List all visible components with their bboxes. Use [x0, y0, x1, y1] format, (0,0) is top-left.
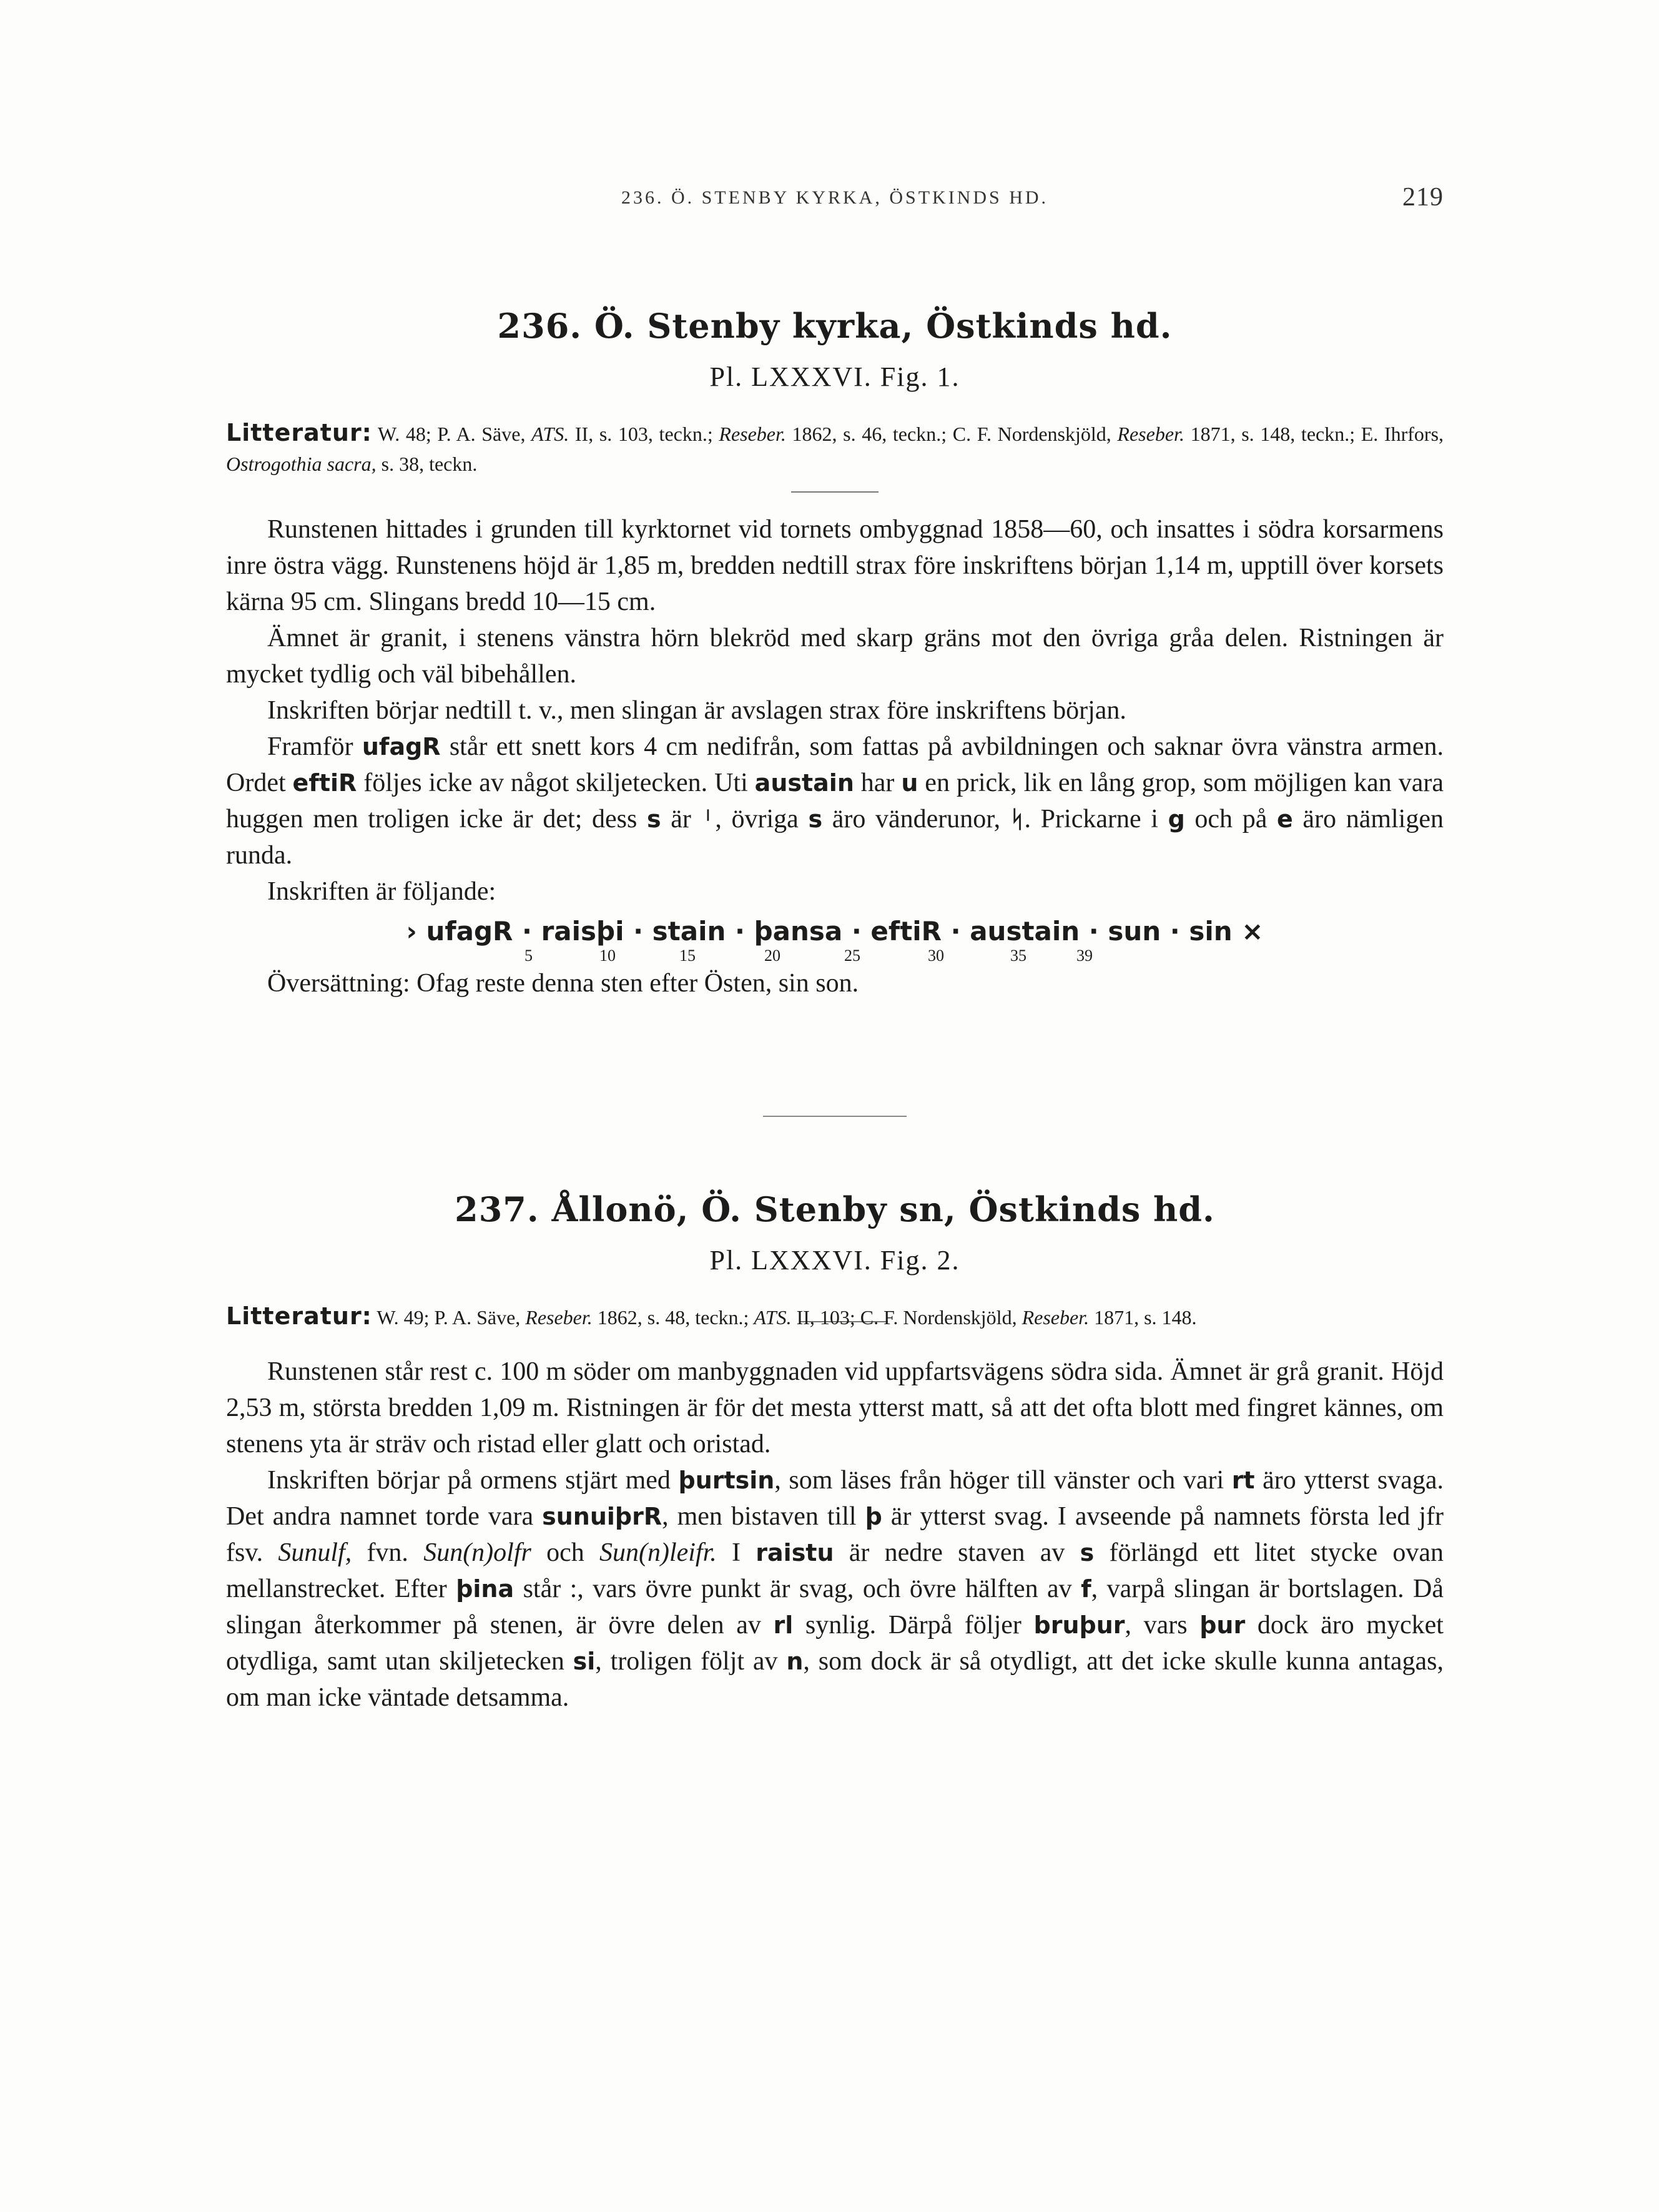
lit-text: W. 48; P. A. Säve, [372, 423, 532, 445]
text-run: fvn. [352, 1538, 424, 1567]
lit-text: 1862, s. 48, teckn.; [592, 1306, 754, 1329]
article-body [226, 511, 1444, 910]
article-heading: 236. Ö. Stenby kyrka, Östkinds hd. [497, 306, 1173, 346]
lit-text: 1871, s. 148, teckn.; E. Ihrfors, [1184, 423, 1444, 445]
rune-count: 15 [679, 946, 696, 965]
paragraph: Inskriften börjar nedtill t. v., men slingan är avslagen strax före inskriftens början. [267, 696, 1126, 725]
lit-title: Reseber. [719, 423, 786, 445]
translation-block [226, 965, 1444, 1001]
rune-word: f [1081, 1575, 1091, 1603]
rune-count: 39 [1076, 946, 1093, 965]
article-237 [226, 1189, 1444, 1716]
rune-word: rl [773, 1611, 794, 1639]
rune-word: þurtsin [678, 1467, 775, 1494]
inscription-numbering [226, 946, 1444, 965]
rune-word: n [786, 1648, 804, 1675]
text-run: står ett snett kors 4 cm nedifrån, som fattas på avbildningen och saknar övra vänstra armen. Ordet [226, 732, 1444, 797]
paragraph [226, 729, 1444, 873]
text-run: Inskriften börjar på ormens stjärt med [267, 1466, 679, 1495]
text-run: står :, vars övre punkt är svag, och övre hälften av [514, 1575, 1081, 1603]
lit-text: II, 103; C. F. Nordenskjöld, [791, 1306, 1022, 1329]
paragraph [226, 1462, 1444, 1716]
rune-word: ufagR [362, 733, 441, 760]
section-divider [763, 1116, 907, 1117]
lit-title: Reseber. [1021, 1306, 1090, 1329]
rune-word: s [647, 805, 661, 833]
rune-word: bruþur [1033, 1611, 1125, 1639]
lit-text: II, s. 103, teckn.; [569, 423, 719, 445]
rune-word: s [1080, 1539, 1095, 1566]
text-run: och på [1184, 805, 1277, 833]
rune-count: 5 [524, 946, 533, 965]
text-run: , varpå slingan är bortslagen. Då slingan återkommer på stenen, är övre delen av [226, 1575, 1444, 1639]
lit-title: ATS. [531, 423, 569, 445]
text-run: äro ytterst svaga. Det andra namnet torde vara [226, 1466, 1444, 1531]
inscription-transliteration: › ufagR · raisþi · stain · þansa · eftiR · austain · sun · sin × [406, 916, 1264, 946]
translation: Översättning: Ofag reste denna sten efter Östen, sin son. [267, 969, 859, 998]
paragraph: Ämnet är granit, i stenens vänstra hörn blekröd med skarp gräns mot den övriga gråa delen. Ristningen är mycket tydlig och väl bibehållen. [226, 624, 1444, 689]
article-236 [226, 306, 1444, 1001]
rune-word: si [573, 1648, 596, 1675]
rune-word: sunuiþrR [542, 1503, 662, 1530]
lit-text: 1871, s. 148. [1089, 1306, 1197, 1329]
lit-text: 1862, s. 46, teckn.; C. F. Nordenskjöld, [785, 423, 1118, 445]
page-number: 219 [1402, 183, 1444, 212]
rune-glyph: ᛌ [701, 805, 716, 833]
literature-label: Litteratur: [226, 1302, 372, 1330]
rune-word: e [1277, 805, 1293, 833]
text-run: har [854, 769, 902, 797]
plate-reference: Pl. LXXXVI. Fig. 1. [709, 361, 960, 392]
text-run: är nedre staven av [834, 1538, 1080, 1567]
rune-word: eftiR [292, 769, 357, 797]
italic-text: Sunulf, [278, 1538, 352, 1567]
paragraph: Runstenen står rest c. 100 m söder om manbyggnaden vid uppfartsvägens södra sida. Ämnet är grå granit. Höjd 2,53 m, största bredden 1,09 m. Ristningen är för det mesta ytterst matt, så att det ofta blott med fingret kännes, om stenens yta är sträv och ristad eller glatt och oristad. [226, 1357, 1444, 1458]
text-run: , men bistaven till [662, 1502, 865, 1531]
text-run: I [716, 1538, 756, 1567]
rune-word: þur [1199, 1611, 1246, 1639]
rune-count: 25 [844, 946, 860, 965]
text-run: , troligen följt av [595, 1647, 787, 1676]
italic-text: Sun(n)leifr. [599, 1538, 717, 1567]
rune-word: raistu [756, 1539, 834, 1566]
text-run: , vars [1125, 1611, 1200, 1639]
article-heading: 237. Ållonö, Ö. Stenby sn, Östkinds hd. [455, 1189, 1215, 1229]
text-run: en prick, lik en lång grop, som möjligen kan vara huggen men troligen icke är det; dess [226, 769, 1444, 833]
rune-word: austain [754, 769, 854, 797]
text-run: är [661, 805, 701, 833]
lit-title: Reseber. [525, 1306, 593, 1329]
rune-word: þina [456, 1575, 514, 1603]
lit-text: s. 38, teckn. [376, 453, 478, 475]
text-run: , som läses från höger till vänster och vari [774, 1466, 1232, 1495]
paragraph: Runstenen hittades i grunden till kyrktornet vid tornets ombyggnad 1858—60, och insattes i södra korsarmens inre östra vägg. Runstenens höjd är 1,85 m, bredden nedtill strax före inskriftens början 1,14 m, upptill över korsets kärna 95 cm. Slingans bredd 10—15 cm. [226, 515, 1444, 616]
lit-title: ATS. [754, 1306, 792, 1329]
lit-text: W. 49; P. A. Säve, [372, 1306, 526, 1329]
text-run: är ytterst svag. I avseende på namnets första led jfr fsv. [226, 1502, 1444, 1567]
literature-label: Litteratur: [226, 419, 372, 446]
rune-word: g [1168, 805, 1185, 833]
rune-word: s [808, 805, 823, 833]
article-body [226, 1354, 1444, 1716]
inscription-block [226, 916, 1444, 965]
rune-word: rt [1231, 1467, 1255, 1494]
rune-count: 10 [599, 946, 616, 965]
lit-title: Reseber. [1117, 423, 1184, 445]
rune-glyph: ᛋ [1010, 805, 1025, 833]
text-run: . Prickarne i [1024, 805, 1168, 833]
text-run: och [531, 1538, 599, 1567]
rune-count: 30 [928, 946, 944, 965]
rune-word: u [901, 769, 918, 797]
literature-references [226, 418, 1444, 479]
text-run: äro vänderunor, [822, 805, 1010, 833]
paragraph: Inskriften är följande: [267, 877, 496, 906]
text-run: följes icke av något skiljetecken. Uti [357, 769, 755, 797]
text-run: synlig. Därpå följer [793, 1611, 1034, 1639]
text-run: Framför [267, 732, 362, 761]
text-run: äro nämligen runda. [226, 805, 1444, 870]
literature-references [226, 1301, 1444, 1332]
rune-count: 35 [1010, 946, 1026, 965]
italic-text: Sun(n)olfr [423, 1538, 531, 1567]
rune-count: 20 [764, 946, 780, 965]
text-run: dock äro mycket otydliga, samt utan skiljetecken [226, 1611, 1444, 1676]
running-title: 236. Ö. STENBY KYRKA, ÖSTKINDS HD. [621, 187, 1049, 208]
plate-reference: Pl. LXXXVI. Fig. 2. [709, 1245, 960, 1276]
rune-word: þ [865, 1503, 882, 1530]
divider [791, 491, 879, 493]
text-run: , som dock är så otydligt, att det icke skulle kunna antagas, om man icke väntade detsamma. [226, 1647, 1444, 1712]
text-run: förlängd ett litet stycke ovan mellanstrecket. Efter [226, 1538, 1444, 1603]
text-run: , övriga [715, 805, 809, 833]
lit-title: Ostrogothia sacra, [226, 453, 377, 475]
